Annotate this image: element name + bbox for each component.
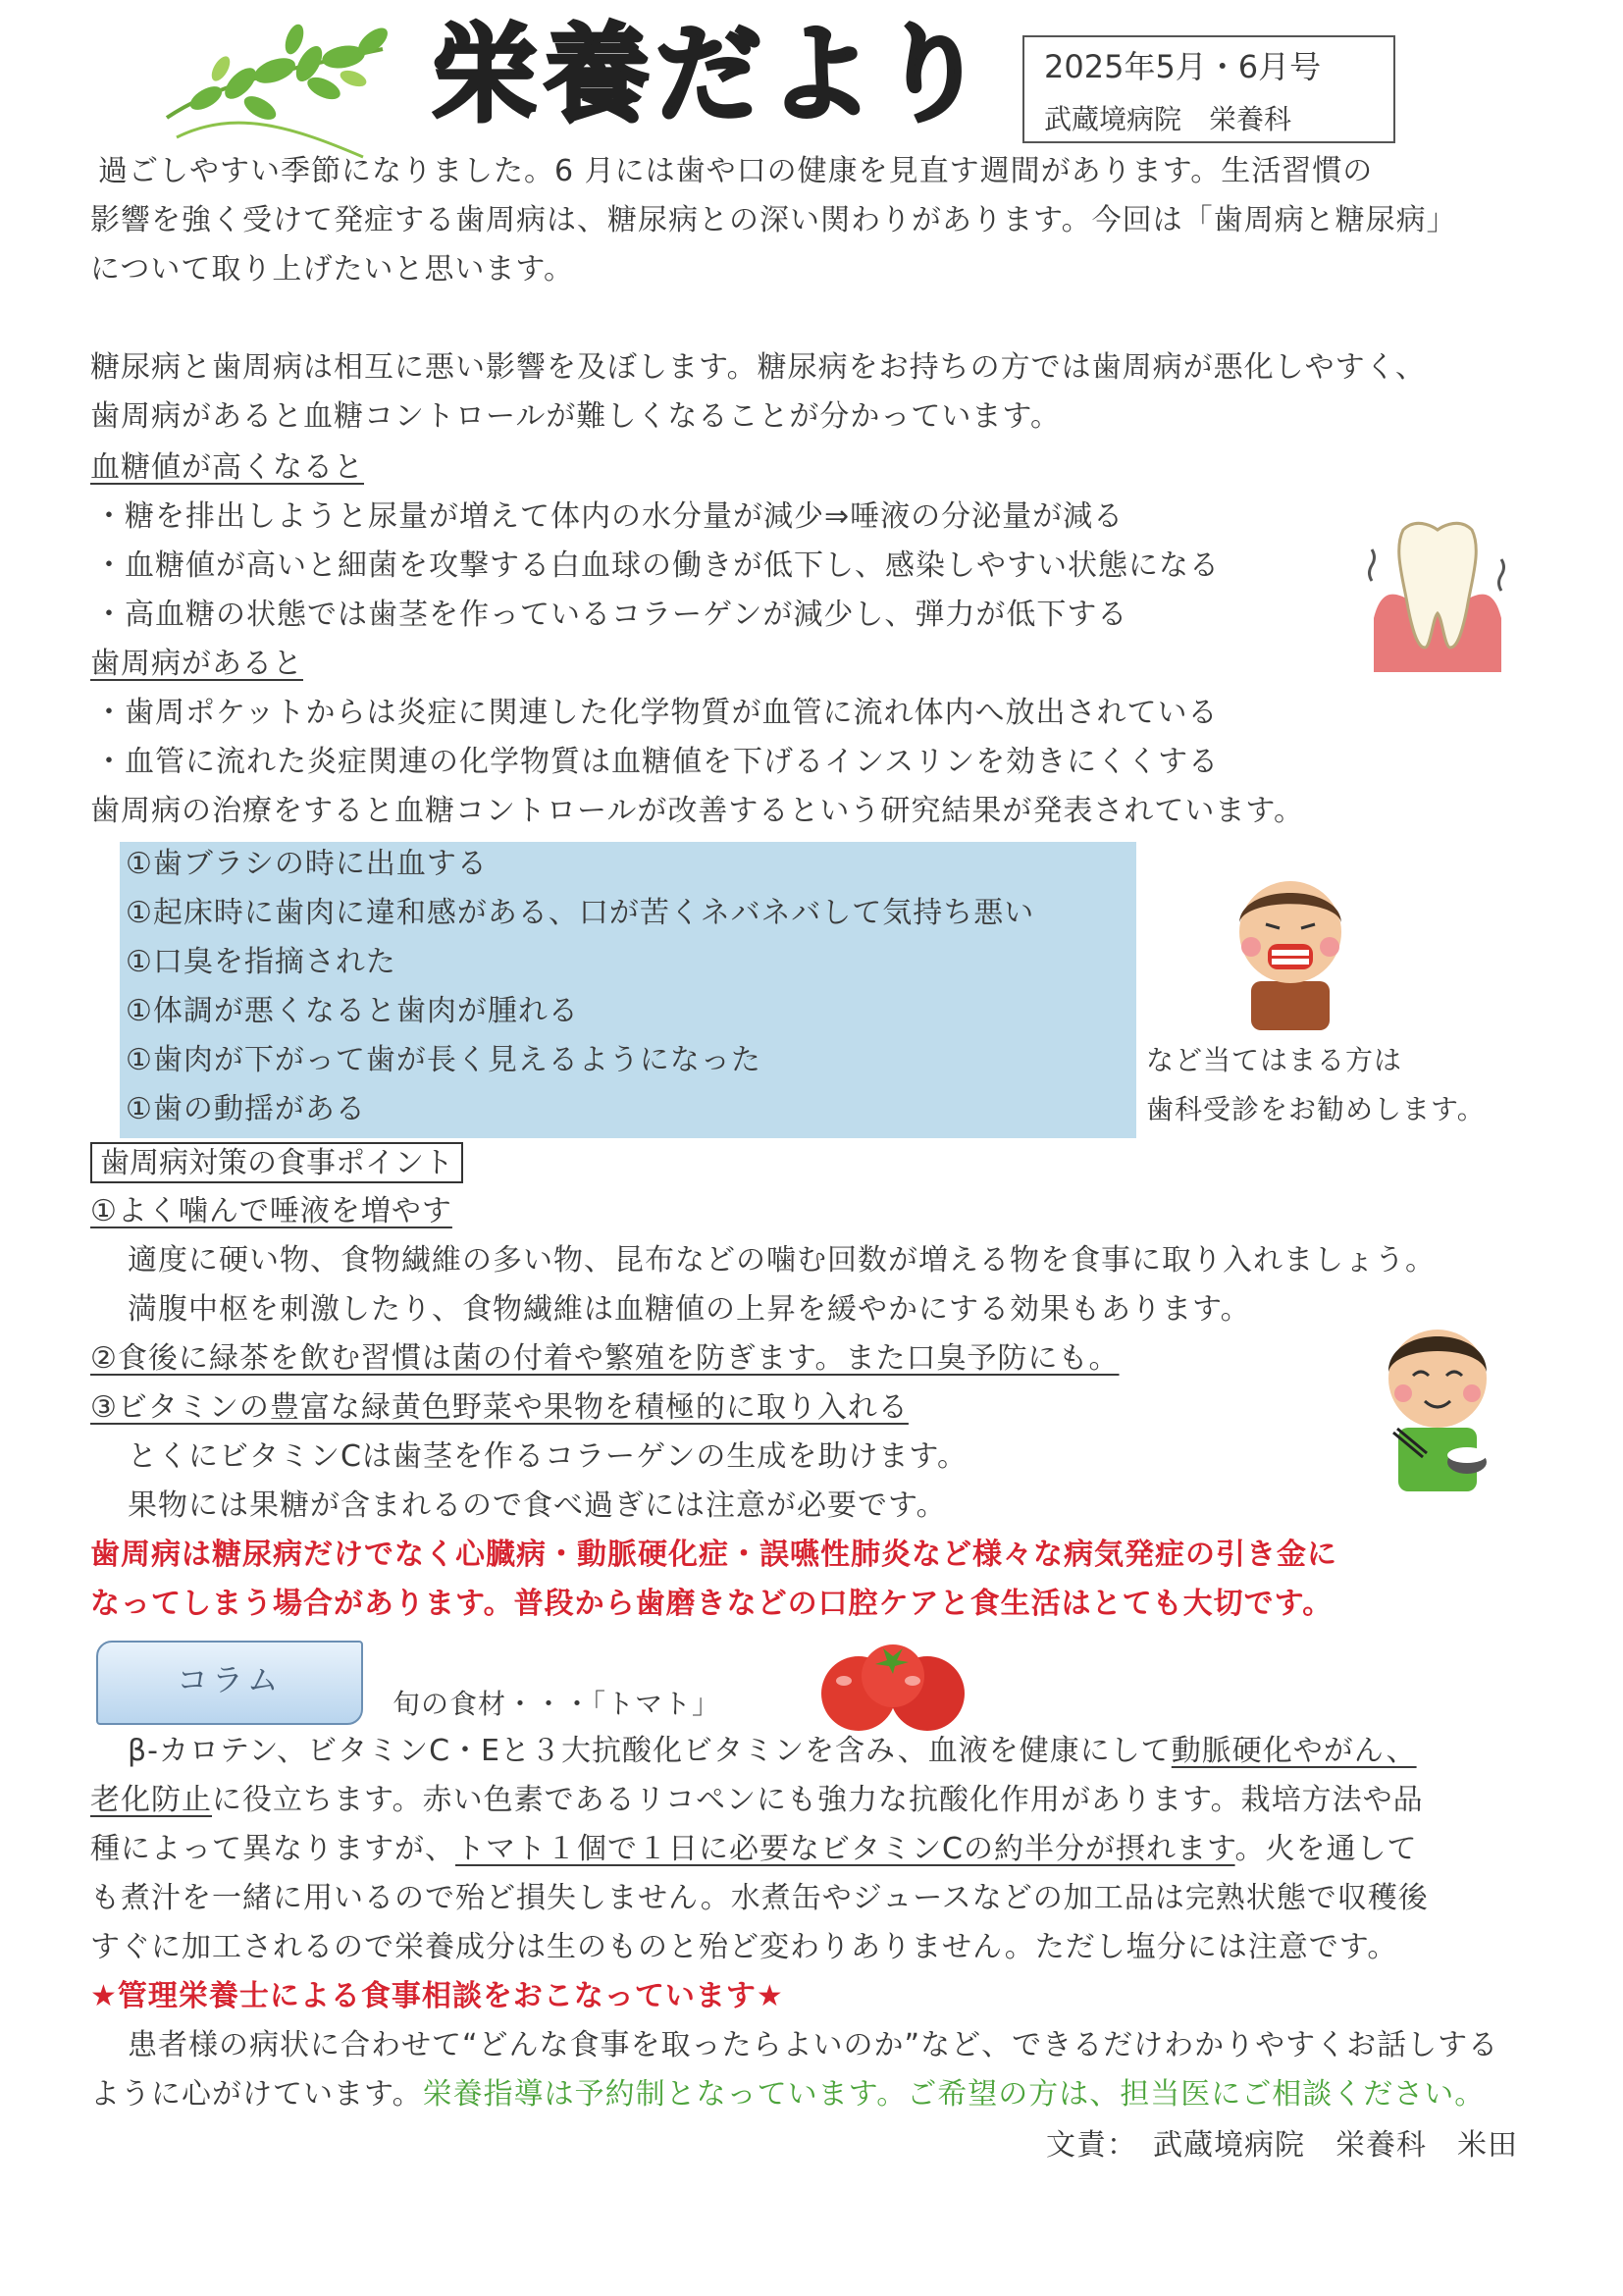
tip-3-body: 果物には果糖が含まれるので食べ過ぎには注意が必要です。 (128, 1488, 947, 1523)
warning-sign: ①歯の動揺がある (126, 1092, 366, 1126)
warning-sign: ①歯ブラシの時に出血する (126, 847, 488, 881)
leaf-decoration (147, 20, 402, 167)
issue-department: 武蔵境病院 栄養科 (1044, 103, 1292, 135)
consult-heading: ★管理栄養士による食事相談をおこなっています★ (90, 1979, 784, 2013)
warning-sign: ①口臭を指摘された (126, 945, 396, 979)
column-tab-label: コラム (177, 1661, 283, 1698)
gum-disease-tooth-illustration (1364, 510, 1511, 677)
high-sugar-item: ・血糖値が高いと細菌を攻撃する白血球の働きが低下し、感染しやすい状態になる (94, 548, 1220, 583)
column-line-1b: 動脈硬化やがん、 (1171, 1734, 1417, 1768)
column-line-1a: β-カロテン、ビタミンC・Eと３大抗酸化ビタミンを含み、血液を健康にして (128, 1734, 1172, 1768)
man-gum-pain-illustration (1227, 863, 1354, 1030)
intro-line-2: 影響を強く受けて発症する歯周病は、糖尿病との深い関わりがあります。今回は「歯周病と糖尿病」 (90, 203, 1457, 237)
relation-line-1: 糖尿病と歯周病は相互に悪い影響を及ぼします。糖尿病をお持ちの方では歯周病が悪化しやすく、 (90, 350, 1426, 385)
tip-1-title: ①よく噛んで唾液を増やす (90, 1194, 452, 1228)
intro-line-1: 過ごしやすい季節になりました。6 月には歯や口の健康を見直す週間があります。生活習慣の (98, 154, 1374, 188)
issue-date: 2025年5月・6月号 (1044, 48, 1322, 85)
warning-sign: ①起床時に歯肉に違和感がある、口が苦くネバネバして気持ち悪い (126, 896, 1035, 930)
periodontal-item: ・血管に流れた炎症関連の化学物質は血糖値を下げるインスリンを効きにくくする (94, 745, 1220, 779)
column-line-3b: トマト１個で１日に必要なビタミンCの約半分が摂れます (455, 1832, 1235, 1866)
column-line-2 (90, 1776, 1424, 1825)
column-line-3c: 。火を通して (1234, 1832, 1418, 1866)
tip-3-body: とくにビタミンCは歯茎を作るコラーゲンの生成を助けます。 (128, 1439, 968, 1474)
alert-line-1: 歯周病は糖尿病だけでなく心臓病・動脈硬化症・誤嚥性肺炎など様々な病気発症の引き金に (90, 1538, 1337, 1572)
newsletter-title: 栄養だより (432, 14, 992, 136)
tip-2-title: ②食後に緑茶を飲む習慣は菌の付着や繁殖を防ぎます。また口臭予防にも。 (90, 1341, 1120, 1376)
boy-eating-illustration (1374, 1315, 1501, 1491)
periodontal-item: ・歯周ポケットからは炎症に関連した化学物質が血管に流れ体内へ放出されている (94, 696, 1219, 730)
consult-line-2a: ように心がけています。 (90, 2077, 423, 2112)
alert-line-2: なってしまう場合があります。普段から歯磨きなどの口腔ケアと食生活はとても大切です。 (90, 1587, 1334, 1621)
column-line-3 (90, 1825, 1418, 1874)
column-line-1 (128, 1727, 1417, 1776)
tips-heading: 歯周病対策の食事ポイント (90, 1142, 463, 1183)
consult-line-1: 患者様の病状に合わせて“どんな食事を取ったらよいのか”など、できるだけわかりやすくお話しする (128, 2028, 1499, 2062)
periodontal-conclusion: 歯周病の治療をすると血糖コントロールが改善するという研究結果が発表されています。 (90, 794, 1304, 828)
consult-line-2 (90, 2070, 1485, 2119)
tip-1-body: 適度に硬い物、食物繊維の多い物、昆布などの噛む回数が増える物を食事に取り入れましょう。 (128, 1243, 1436, 1278)
column-line-2b: に役立ちます。赤い色素であるリコペンにも強力な抗酸化作用があります。栽培方法や品 (212, 1783, 1424, 1817)
warnings-note-1: など当てはまる方は (1146, 1044, 1403, 1076)
column-line-3a: 種によって異なりますが、 (90, 1832, 455, 1866)
warning-sign: ①体調が悪くなると歯肉が腫れる (126, 994, 579, 1028)
column-line-2a: 老化防止 (90, 1783, 212, 1817)
column-line-5: すぐに加工されるので栄養成分は生のものと殆ど変わりありません。ただし塩分には注意です。 (90, 1930, 1398, 1964)
high-sugar-item: ・高血糖の状態では歯茎を作っているコラーゲンが減少し、弾力が低下する (94, 598, 1128, 632)
periodontal-heading: 歯周病があると (90, 647, 303, 681)
warnings-note-2: 歯科受診をお勧めします。 (1146, 1093, 1486, 1125)
consult-appointment-note: 栄養指導は予約制となっています。ご希望の方は、担当医にご相談ください。 (422, 2077, 1486, 2112)
relation-line-2: 歯周病があると血糖コントロールが難しくなることが分かっています。 (90, 399, 1061, 434)
high-sugar-item: ・糖を排出しようと尿量が増えて体内の水分量が減少⇒唾液の分泌量が減る (94, 499, 1125, 534)
warning-sign: ①歯肉が下がって歯が長く見えるようになった (126, 1043, 761, 1077)
high-sugar-heading: 血糖値が高くなると (90, 450, 364, 485)
tip-1-body: 満腹中枢を刺激したり、食物繊維は血糖値の上昇を緩やかにする効果もあります。 (128, 1292, 1251, 1327)
column-line-4: も煮汁を一緒に用いるので殆ど損失しません。水煮缶やジュースなどの加工品は完熟状態で収穫後 (90, 1881, 1429, 1915)
tomato-illustration (814, 1637, 971, 1735)
column-subtitle: 旬の食材・・・「トマト」 (393, 1688, 721, 1720)
intro-line-3: について取り上げたいと思います。 (90, 252, 574, 287)
author-credit: 文責： 武蔵境病院 栄養科 米田 (1046, 2128, 1518, 2163)
tip-3-title: ③ビタミンの豊富な緑黄色野菜や果物を積極的に取り入れる (90, 1390, 909, 1425)
